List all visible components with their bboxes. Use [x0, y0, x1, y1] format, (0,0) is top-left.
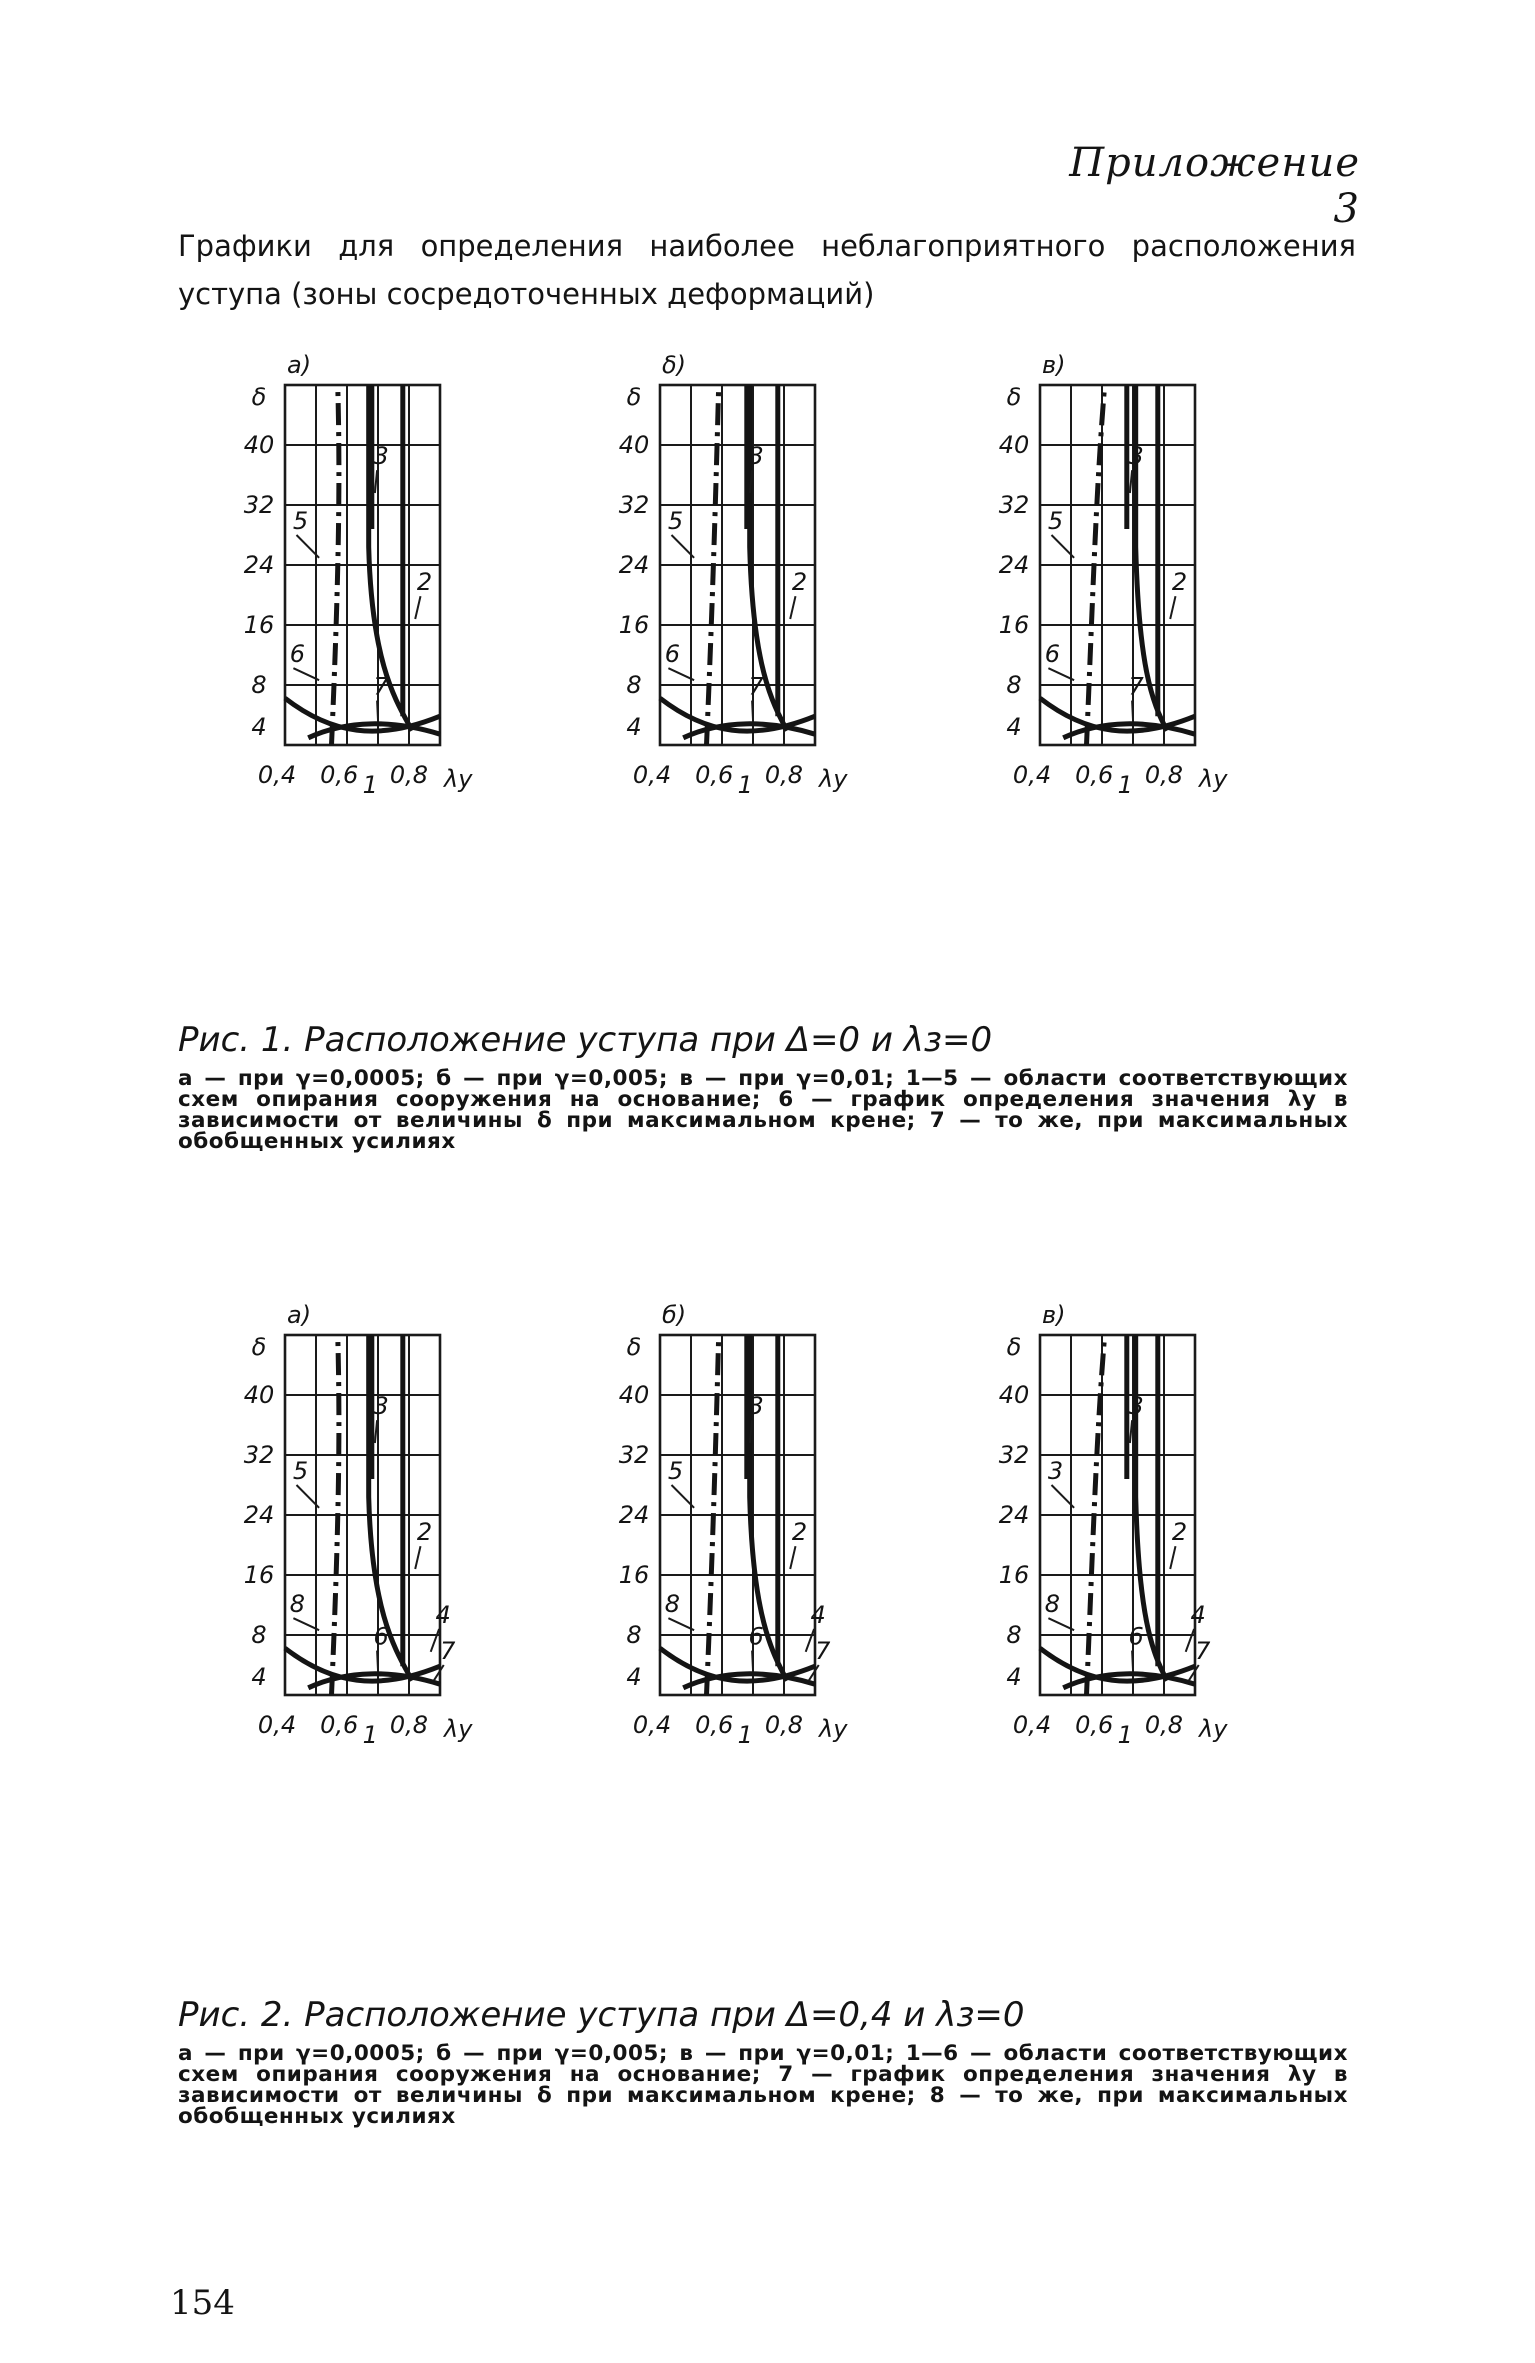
- leader-line: [375, 470, 377, 493]
- y-tick-label: 24: [243, 1501, 275, 1529]
- x-tick-label: 1: [737, 771, 753, 799]
- x-axis-label: λу: [819, 765, 848, 793]
- region-label: 6: [664, 640, 681, 669]
- region-label: 8: [664, 1590, 681, 1619]
- x-tick-label: 0,6: [695, 761, 734, 789]
- region-label: 8: [289, 1590, 306, 1619]
- graph-panel-1-1: [244, 351, 473, 799]
- panel-label: δ): [662, 351, 687, 379]
- panel-label: а): [287, 1301, 312, 1329]
- x-tick-label: 0,6: [1075, 761, 1114, 789]
- x-tick-label: 0,6: [320, 761, 359, 789]
- region-label: 6: [373, 1622, 389, 1651]
- region-label: 3: [748, 442, 764, 471]
- leader-line: [415, 596, 420, 619]
- x-tick-label: 0,8: [764, 1711, 804, 1739]
- x-tick-label: 0,6: [320, 1711, 359, 1739]
- x-tick-label: 0,8: [389, 1711, 429, 1739]
- panel-label: в): [1042, 1301, 1066, 1329]
- figure-2-title: Рис. 2. Расположение уступа при Δ=0,4 и λз=0: [178, 1995, 1025, 2035]
- region-label: 2: [416, 1518, 433, 1547]
- region-label: 3: [1047, 1457, 1064, 1485]
- x-tick-label: 0,4: [1012, 1711, 1052, 1739]
- y-tick-label: 40: [243, 1381, 275, 1409]
- y-tick-label: 40: [998, 431, 1030, 459]
- region-label: 6: [289, 640, 306, 669]
- x-axis-label: λу: [819, 1715, 848, 1743]
- region-label: 3: [373, 442, 389, 471]
- region-label: 5: [292, 507, 309, 535]
- region-label: 3: [373, 1392, 389, 1421]
- y-axis-label: δ: [1006, 1333, 1022, 1361]
- x-tick-label: 0,8: [1144, 1711, 1184, 1739]
- y-tick-label: 40: [618, 1381, 650, 1409]
- region-label: 6: [1044, 640, 1061, 669]
- figure-1-graphs: [230, 351, 1320, 1015]
- region-label: 7: [748, 672, 764, 701]
- y-tick-label: 16: [243, 611, 275, 639]
- region-label: 7: [440, 1637, 456, 1665]
- leader-line: [752, 701, 753, 720]
- region-label: 7: [815, 1637, 831, 1665]
- x-tick-label: 0,4: [632, 761, 672, 789]
- x-tick-label: 0,4: [632, 1711, 672, 1739]
- y-axis-label: δ: [626, 383, 642, 411]
- leader-line: [790, 596, 795, 619]
- region-label: 3: [748, 1392, 764, 1421]
- y-axis-label: δ: [626, 1333, 642, 1361]
- region-label: 2: [791, 1518, 808, 1547]
- y-tick-label: 16: [618, 611, 650, 639]
- y-tick-label: 8: [1006, 671, 1022, 699]
- y-tick-label: 4: [251, 1663, 267, 1691]
- graph-panel-1-3: [999, 351, 1228, 799]
- page-number: 154: [170, 2283, 235, 2323]
- x-tick-label: 0,6: [695, 1711, 734, 1739]
- y-axis-label: δ: [251, 383, 267, 411]
- region-label: 2: [416, 568, 433, 597]
- figure-2-graphs: [230, 1301, 1320, 1985]
- y-tick-label: 8: [626, 671, 642, 699]
- figure-2: [230, 1301, 1320, 1985]
- region-label: 8: [1044, 1590, 1061, 1619]
- y-tick-label: 8: [1006, 1621, 1022, 1649]
- x-axis-label: λу: [444, 765, 473, 793]
- region-label: 5: [292, 1457, 309, 1485]
- leader-line: [415, 1546, 420, 1569]
- region-label: 7: [373, 672, 389, 701]
- x-tick-label: 0,4: [1012, 761, 1052, 789]
- leader-line: [377, 701, 378, 720]
- leader-line: [1132, 1651, 1133, 1670]
- y-axis-label: δ: [1006, 383, 1022, 411]
- leader-line: [1132, 701, 1133, 720]
- y-tick-label: 32: [618, 491, 650, 519]
- graph-panel-2-1: [244, 1301, 473, 1749]
- x-tick-label: 1: [362, 771, 378, 799]
- y-tick-label: 32: [618, 1441, 650, 1469]
- panel-label: б): [662, 1301, 687, 1329]
- region-label: 5: [667, 507, 684, 535]
- y-axis-label: δ: [251, 1333, 267, 1361]
- x-axis-label: λу: [1199, 1715, 1228, 1743]
- y-tick-label: 40: [998, 1381, 1030, 1409]
- y-tick-label: 4: [251, 713, 267, 741]
- graph-panel-2-3: [999, 1301, 1228, 1749]
- y-tick-label: 16: [998, 1561, 1030, 1589]
- region-label: 3: [1128, 1392, 1144, 1421]
- leader-line: [752, 1651, 753, 1670]
- leader-line: [790, 1546, 795, 1569]
- y-tick-label: 32: [243, 491, 275, 519]
- leader-line: [1130, 470, 1132, 493]
- region-label: 2: [1171, 1518, 1188, 1547]
- y-tick-label: 8: [251, 1621, 267, 1649]
- leader-line: [1130, 1420, 1132, 1443]
- leader-line: [1186, 1629, 1194, 1652]
- leader-line: [1170, 1546, 1175, 1569]
- y-tick-label: 4: [1006, 1663, 1022, 1691]
- leader-line: [806, 1629, 814, 1652]
- y-tick-label: 4: [1006, 713, 1022, 741]
- x-tick-label: 0,8: [389, 761, 429, 789]
- x-tick-label: 1: [1117, 1721, 1133, 1749]
- x-tick-label: 0,8: [1144, 761, 1184, 789]
- y-tick-label: 24: [243, 551, 275, 579]
- y-tick-label: 32: [243, 1441, 275, 1469]
- y-tick-label: 8: [251, 671, 267, 699]
- panel-label: в): [1042, 351, 1066, 379]
- appendix-title: Приложение 3: [1069, 140, 1360, 232]
- figure-1: [230, 351, 1320, 1015]
- leader-line: [377, 1651, 378, 1670]
- graph-panel-2-2: [619, 1301, 848, 1749]
- y-tick-label: 32: [998, 491, 1030, 519]
- region-label: 7: [1128, 672, 1144, 701]
- figure-2-caption: а — при γ=0,0005; б — при γ=0,005; в — при γ=0,01; 1—6 — области соответствующих схем опирания сооружения на основание; 7 — график определения значения λу в зависимости от величины δ при максимальном крене; 8 — то же, при максимальных обобщенных усилиях: [178, 2041, 1348, 2129]
- region-label: 7: [1195, 1637, 1211, 1665]
- figure-1-caption: а — при γ=0,0005; б — при γ=0,005; в — при γ=0,01; 1—5 — области соответствующих схем опирания сооружения на основание; 6 — график определения значения λу в зависимости от величины δ при максимальном крене; 7 — то же, при максимальных обобщенных усилиях: [178, 1066, 1348, 1154]
- region-label: 2: [791, 568, 808, 597]
- y-tick-label: 16: [618, 1561, 650, 1589]
- y-tick-label: 8: [626, 1621, 642, 1649]
- region-label: 4: [1190, 1601, 1206, 1629]
- x-tick-label: 0,6: [1075, 1711, 1114, 1739]
- y-tick-label: 40: [618, 431, 650, 459]
- intro-text: Графики для определения наиболее неблагоприятного расположения уступа (зоны сосредоточенных деформаций): [178, 229, 1356, 311]
- x-tick-label: 0,4: [257, 761, 297, 789]
- region-label: 6: [1128, 1622, 1144, 1651]
- y-tick-label: 40: [243, 431, 275, 459]
- panel-label: а): [287, 351, 312, 379]
- y-tick-label: 4: [626, 713, 642, 741]
- x-tick-label: 1: [1117, 771, 1133, 799]
- x-tick-label: 0,8: [764, 761, 804, 789]
- region-label: 3: [1128, 442, 1144, 471]
- x-axis-label: λу: [444, 1715, 473, 1743]
- region-label: 4: [810, 1601, 826, 1629]
- y-tick-label: 24: [618, 1501, 650, 1529]
- y-tick-label: 4: [626, 1663, 642, 1691]
- leader-line: [1170, 596, 1175, 619]
- region-label: 5: [667, 1457, 684, 1485]
- y-tick-label: 24: [998, 551, 1030, 579]
- y-tick-label: 16: [243, 1561, 275, 1589]
- y-tick-label: 24: [998, 1501, 1030, 1529]
- region-label: 4: [435, 1601, 451, 1629]
- leader-line: [375, 1420, 377, 1443]
- x-axis-label: λу: [1199, 765, 1228, 793]
- graph-panel-1-2: [619, 351, 848, 799]
- leader-line: [431, 1629, 439, 1652]
- x-tick-label: 0,4: [257, 1711, 297, 1739]
- figure-1-title: Рис. 1. Расположение уступа при Δ=0 и λз=0: [178, 1020, 993, 1060]
- x-tick-label: 1: [362, 1721, 378, 1749]
- x-tick-label: 1: [737, 1721, 753, 1749]
- y-tick-label: 16: [998, 611, 1030, 639]
- y-tick-label: 24: [618, 551, 650, 579]
- region-label: 5: [1047, 507, 1064, 535]
- region-label: 2: [1171, 568, 1188, 597]
- region-label: 6: [748, 1622, 764, 1651]
- y-tick-label: 32: [998, 1441, 1030, 1469]
